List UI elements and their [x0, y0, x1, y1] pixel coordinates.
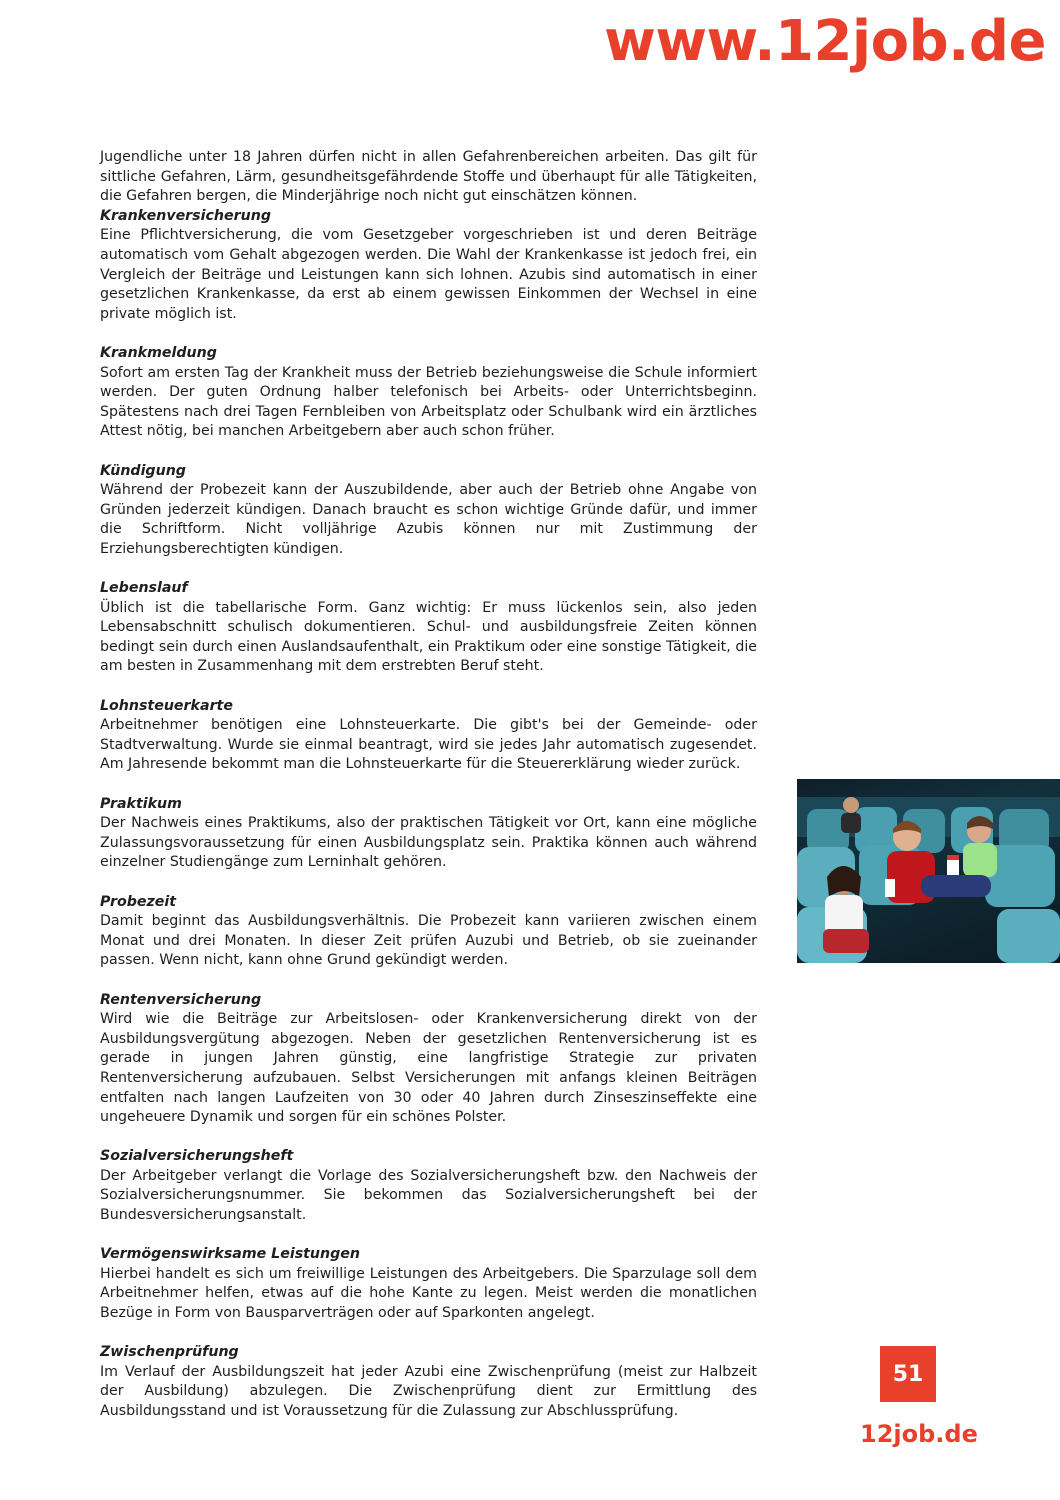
entry-title: Lohnsteuerkarte [100, 697, 233, 714]
entry-text: Üblich ist die tabellarische Form. Ganz wichtig: Er muss lückenlos sein, also jeden Lebensabschnitt schulisch dokumentieren. Schul- und ausbildungsfreie Zeiten können bedingt sein durch einen Auslandsaufenthalt, ein Praktikum oder eine sonstige Tätigkeit, die am besten in Zusammenhang mit dem erstrebten Beruf steht. [100, 599, 757, 675]
glossary-entry-praktikum [100, 795, 757, 873]
glossary-entry-krankmeldung [100, 344, 757, 442]
entry-title: Zwischenprüfung [100, 1344, 239, 1361]
entry-text: Damit beginnt das Ausbildungsverhältnis. Die Probezeit kann variieren zwischen einem Monat und drei Monaten. In dieser Zeit prüfen Auzubi und Betrieb, ob sie zueinander passen. Wenn nicht, kann ohne Grund gekündigt werden. [100, 913, 757, 969]
entry-text: Hierbei handelt es sich um freiwillige Leistungen des Arbeitgebers. Die Sparzulage soll dem Arbeitnehmer helfen, etwas auf die hohe Kante zu legen. Meist werden die monatlichen Bezüge in Form von Bausparverträgen oder auf Sparkonten angelegt. [100, 1265, 757, 1322]
entry-text: Während der Probezeit kann der Auszubildende, aber auch der Betrieb ohne Angabe von Gründen jederzeit kündigen. Danach braucht es schon wichtige Gründe dafür, und immer die Schriftform. Nicht volljährige Azubis können nur mit Zustimmung der Erziehungsberechtigten kündigen. [100, 482, 757, 557]
entry-title: Praktikum [100, 795, 182, 812]
entry-text: Der Arbeitgeber verlangt die Vorlage des Sozialversicherungsheft bzw. den Nachweis der Sozialversicherungsnummer. Sie bekommen das Sozialversicherungsheft bei der Bundesversicherungsanstalt. [100, 1167, 757, 1224]
entry-title: Sozialversicherungsheft [100, 1148, 294, 1165]
glossary-entry-rentenversicherung [100, 991, 757, 1128]
footer-logo: 12job.de [860, 1420, 978, 1448]
entry-text: Im Verlauf der Ausbildungszeit hat jeder Azubi eine Zwischenprüfung (meist zur Halbzeit der Ausbildung) abzulegen. Die Zwischenprüfung dient zur Ermittlung des Ausbildungsstand und ist Voraussetzung für die Zulassung zur Abschlussprüfung. [100, 1363, 757, 1419]
entry-text: Arbeitnehmer benötigen eine Lohnsteuerkarte. Die gibt's bei der Gemeinde- oder Stadtverwaltung. Wurde sie einmal beantragt, wird sie jedes Jahr automatisch zugesendet. Am Jahresende bekommt man die Lohnsteuerkarte für die Steuererklärung wieder zurück. [100, 717, 757, 773]
glossary-entry-sozialversicherungsheft [100, 1147, 757, 1225]
glossary-entry-krankenversicherung [100, 207, 757, 325]
glossary-entry-probezeit [100, 893, 757, 971]
entry-title: Rentenversicherung [100, 991, 262, 1008]
glossary-entry-lohnsteuerkarte [100, 697, 757, 775]
entry-text: Eine Pflichtversicherung, die vom Gesetzgeber vorgeschrieben ist und deren Beiträge automatisch vom Gehalt abgezogen werden. Die Wahl der Krankenkasse ist jedoch frei, ein Vergleich der Beiträge und Leistungen kann sich lohnen. Azubis sind automatisch in einer gesetzlichen Krankenkasse, da erst ab einem gewissen Einkommen der Wechsel in eine private möglich ist. [100, 227, 757, 322]
cinema-audience-photo [797, 779, 1060, 963]
site-logo: www.12job.de [604, 9, 1046, 74]
entry-text: Der Nachweis eines Praktikums, also der praktischen Tätigkeit vor Ort, kann eine mögliche Zulassungsvoraussetzung für einen Ausbildungsplatz sein. Praktika können auch während einzelner Studiengänge zum Lerninhalt gehören. [100, 815, 757, 871]
cinema-audience-illustration [797, 779, 1060, 963]
entry-title: Lebenslauf [100, 580, 188, 597]
entry-title: Kündigung [100, 462, 186, 479]
glossary-entry-kuendigung [100, 462, 757, 560]
entry-text: Wird wie die Beiträge zur Arbeitslosen- oder Krankenversicherung direkt von der Ausbildungsvergütung abgezogen. Neben der gesetzlichen Rentenversicherung ist es gerade in jungen Jahren günstig, eine langfristige Strategie zur privaten Rentenversicherung aufzubauen. Selbst Versicherungen mit anfangs kleinen Beiträgen entfalten nach langen Laufzeiten von 30 oder 40 Jahren durch Zinseszinseffekte eine ungeheuere Dynamik und sorgen für ein schönes Polster. [100, 1011, 757, 1126]
glossary-content [100, 148, 757, 1441]
glossary-entry-lebenslauf [100, 579, 757, 677]
glossary-entry-vermoegenswirksame-leistungen [100, 1245, 757, 1323]
entry-title: Vermögenswirksame Leistungen [100, 1246, 361, 1263]
entry-title: Krankmeldung [100, 344, 217, 361]
page-number-badge: 51 [880, 1346, 936, 1402]
entry-title: Probezeit [100, 893, 177, 910]
entry-text: Sofort am ersten Tag der Krankheit muss der Betrieb beziehungsweise die Schule informiert werden. Der guten Ordnung halber telefonisch bei Arbeits- oder Unterrichtsbeginn. Spätestens nach drei Tagen Fernbleiben von Arbeitsplatz oder Schulbank wird ein ärztliches Attest nötig, bei manchen Arbeitgebern aber auch schon früher. [100, 364, 757, 440]
intro-paragraph: Jugendliche unter 18 Jahren dürfen nicht in allen Gefahrenbereichen arbeiten. Das gilt für sittliche Gefahren, Lärm, gesundheitsgefährdende Stoffe und überhaupt für alle Tätigkeiten, die Gefahren bergen, die Minderjährige noch nicht gut einschätzen können. [100, 149, 757, 205]
entry-title: Krankenversicherung [100, 207, 271, 224]
glossary-entry-zwischenpruefung [100, 1343, 757, 1421]
